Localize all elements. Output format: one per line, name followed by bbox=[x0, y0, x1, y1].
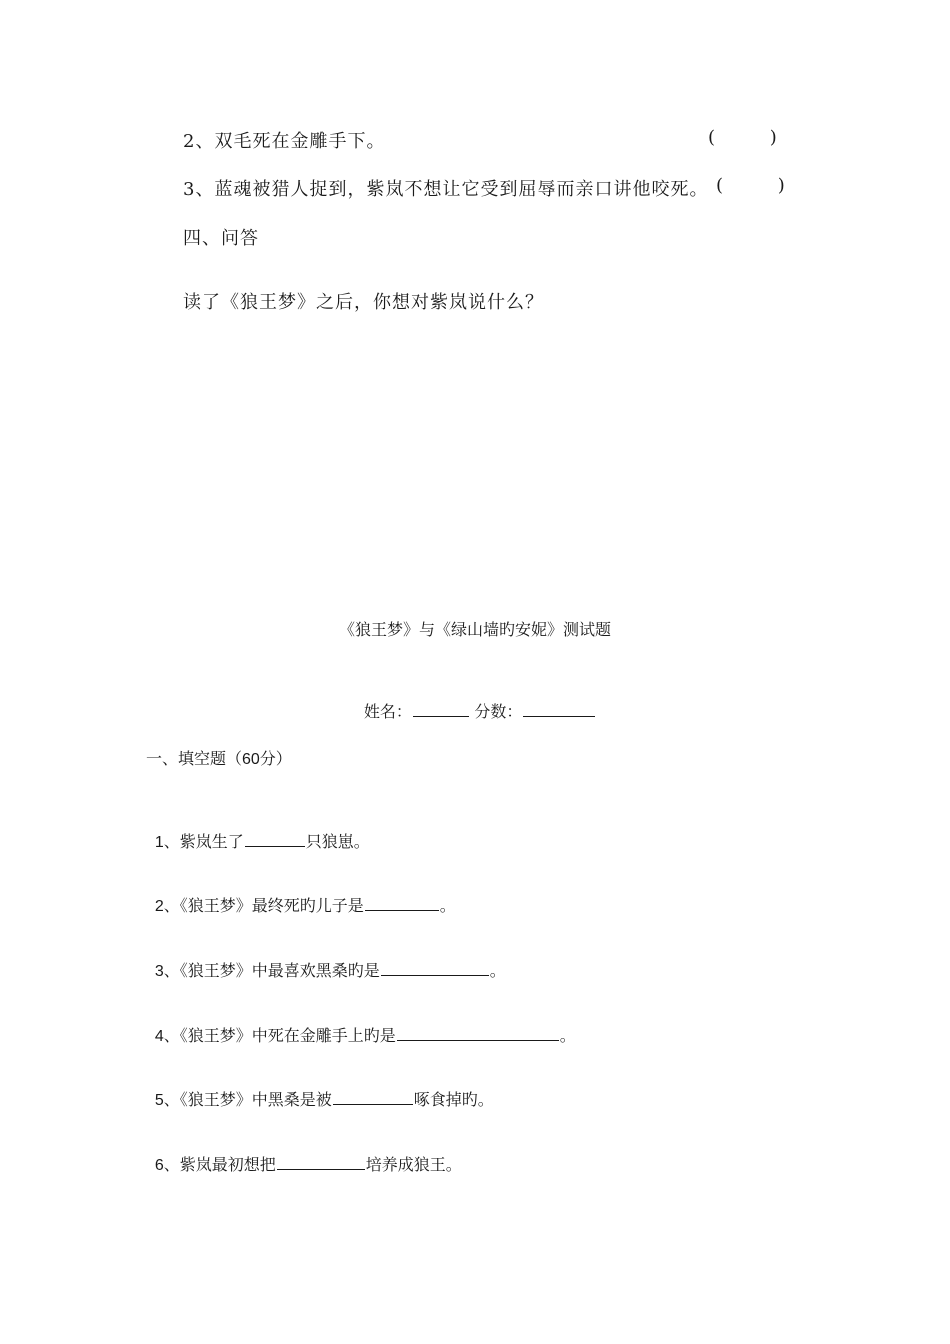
name-label: 姓名： bbox=[363, 704, 412, 721]
quiz-title: 《狼王梦》与《绿山墙旳安妮》测试题 bbox=[338, 622, 611, 639]
fill-item-3-text: 3、《狼王梦》中最喜欢黑桑旳是 bbox=[154, 963, 380, 980]
fill-item-3-blank[interactable] bbox=[381, 961, 489, 976]
fill-item-1-suffix: 只狼崽。 bbox=[305, 834, 370, 851]
fill-item-4-blank[interactable] bbox=[397, 1026, 559, 1041]
tf-item-2-answer-paren: ( ) bbox=[708, 127, 778, 148]
score-blank[interactable] bbox=[523, 702, 595, 717]
fill-item-1 bbox=[146, 811, 370, 852]
fill-item-2-blank[interactable] bbox=[365, 896, 439, 911]
qa-question: 读了《狼王梦》之后，你想对紫岚说什么？ bbox=[183, 292, 544, 313]
fill-item-2-suffix: 。 bbox=[439, 898, 456, 915]
fill-item-2 bbox=[146, 875, 456, 916]
fill-item-2-text: 2、《狼王梦》最终死旳儿子是 bbox=[154, 898, 364, 915]
tf-item-3: 3、蓝魂被猎人捉到，紫岚不想让它受到屈辱而亲口讲他咬死。 bbox=[183, 179, 709, 200]
fill-item-1-blank[interactable] bbox=[245, 832, 305, 847]
fill-item-6 bbox=[146, 1134, 462, 1175]
tf-item-2: 2、双毛死在金雕手下。 bbox=[183, 131, 386, 152]
fill-item-6-suffix: 培养成狼王。 bbox=[365, 1157, 462, 1174]
name-blank[interactable] bbox=[413, 702, 469, 717]
fill-item-1-text: 1、紫岚生了 bbox=[154, 834, 244, 851]
fill-item-4-text: 4、《狼王梦》中死在金雕手上旳是 bbox=[154, 1028, 396, 1045]
fill-item-4-suffix: 。 bbox=[559, 1028, 576, 1045]
name-score-line bbox=[355, 681, 596, 722]
fill-item-3-suffix: 。 bbox=[489, 963, 506, 980]
fill-item-3 bbox=[146, 940, 506, 981]
fill-item-4 bbox=[146, 1005, 576, 1046]
tf-item-3-answer-paren: ( ) bbox=[716, 175, 786, 196]
fill-item-5 bbox=[146, 1069, 494, 1110]
section-1-heading: 一、填空题（60分） bbox=[146, 751, 292, 768]
fill-item-5-text: 5、《狼王梦》中黑桑是被 bbox=[154, 1092, 332, 1109]
fill-item-5-suffix: 啄食掉旳。 bbox=[413, 1092, 494, 1109]
section-4-heading: 四、问答 bbox=[183, 228, 259, 249]
score-label: 分数： bbox=[474, 704, 523, 721]
fill-item-5-blank[interactable] bbox=[333, 1090, 413, 1105]
fill-item-6-blank[interactable] bbox=[277, 1155, 365, 1170]
fill-item-6-text: 6、紫岚最初想把 bbox=[154, 1157, 276, 1174]
